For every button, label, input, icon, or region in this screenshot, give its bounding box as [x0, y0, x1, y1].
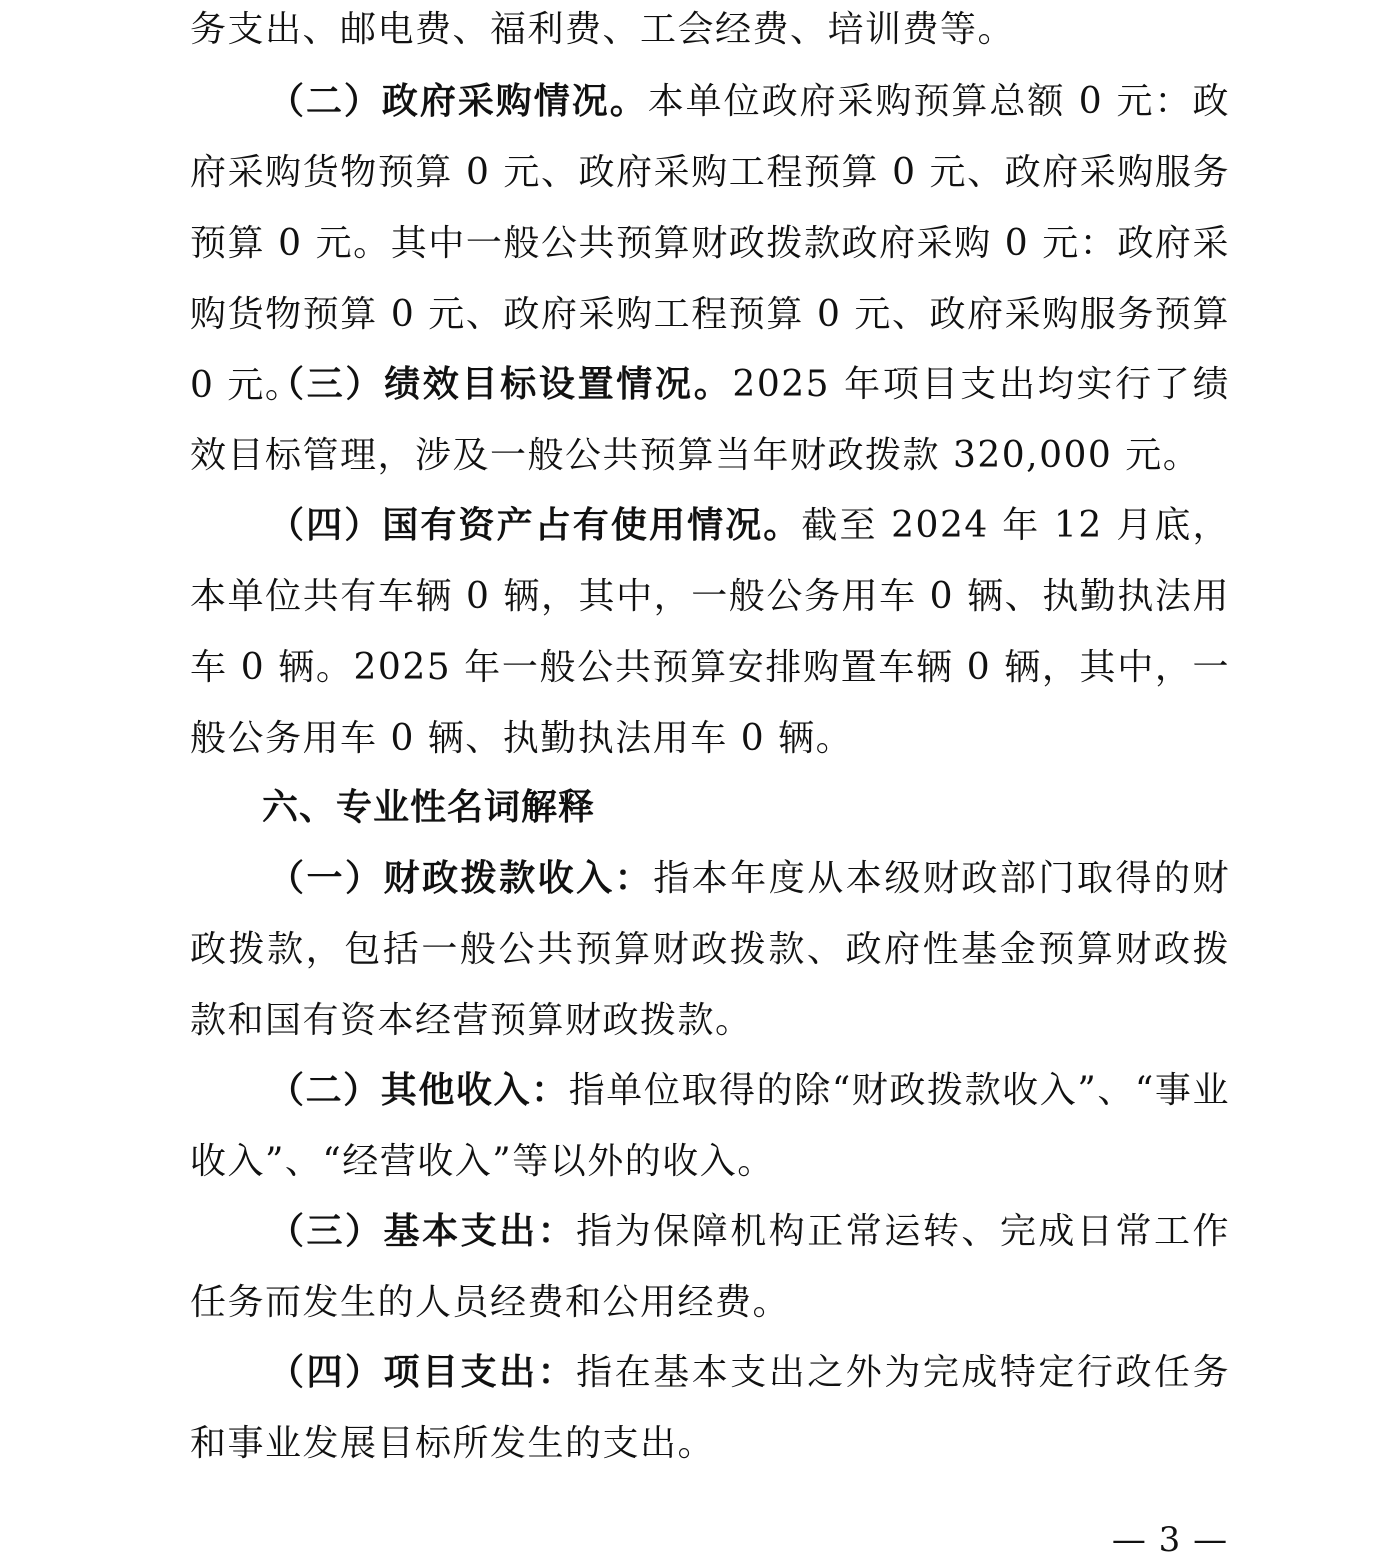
definition-item [190, 1055, 1230, 1197]
definition-item [190, 843, 1230, 1056]
definition-term: （一）财政拨款收入： [268, 857, 654, 899]
definition-text: 指单位取得的除“财政拨款收入”、“事业收入”、“经营收入”等以外的收入。 [190, 1070, 1230, 1182]
paragraph-text: 2025 年项目支出均实行了绩效目标管理，涉及一般公共预算当年财政拨款 320,000 元。 [190, 364, 1230, 476]
paragraph-text: 截至 2024 年 12 月底，本单位共有车辆 0 辆，其中，一般公务用车 0 辆、执勤执法用车 0 辆。2025 年一般公共预算安排购置车辆 0 辆，其中，一般公务用车 0 辆、执勤执法用车 0 辆。 [190, 505, 1230, 759]
paragraph-lead: （二）政府采购情况。 [268, 80, 648, 122]
section-heading: 六、专业性名词解释 [262, 787, 596, 828]
definition-term: （二）其他收入： [268, 1069, 569, 1111]
definition-item [190, 1196, 1230, 1338]
definition-term: （三）基本支出： [268, 1210, 577, 1252]
paragraph-lead: （三）绩效目标设置情况。 [268, 363, 733, 405]
paragraph-lead: （四）国有资产占有使用情况。 [268, 504, 802, 546]
paragraph-text: 务支出、邮电费、福利费、工会经费、培训费等。 [190, 9, 1016, 50]
page-number: — 3 — [1111, 1520, 1229, 1560]
definition-text: 指本年度从本级财政部门取得的财政拨款，包括一般公共预算财政拨款、政府性基金预算财政拨款和国有资本经营预算财政拨款。 [190, 858, 1230, 1041]
definition-item [190, 1337, 1230, 1479]
definition-text: 指为保障机构正常运转、完成日常工作任务而发生的人员经费和公用经费。 [190, 1211, 1230, 1323]
definition-text: 指在基本支出之外为完成特定行政任务和事业发展目标所发生的支出。 [190, 1352, 1230, 1464]
definition-term: （四）项目支出： [268, 1351, 577, 1393]
paragraph-continuation [190, 0, 1230, 65]
paragraph-state-assets [190, 490, 1230, 774]
paragraph-text: 本单位政府采购预算总额 0 元：政府采购货物预算 0 元、政府采购工程预算 0 元、政府采购服务预算 0 元。其中一般公共预算财政拨款政府采购 0 元：政府采购货物预算 0 元、政府采购工程预算 0 元、政府采购服务预算 0 元。 [190, 81, 1230, 406]
paragraph-performance-targets [190, 349, 1230, 491]
